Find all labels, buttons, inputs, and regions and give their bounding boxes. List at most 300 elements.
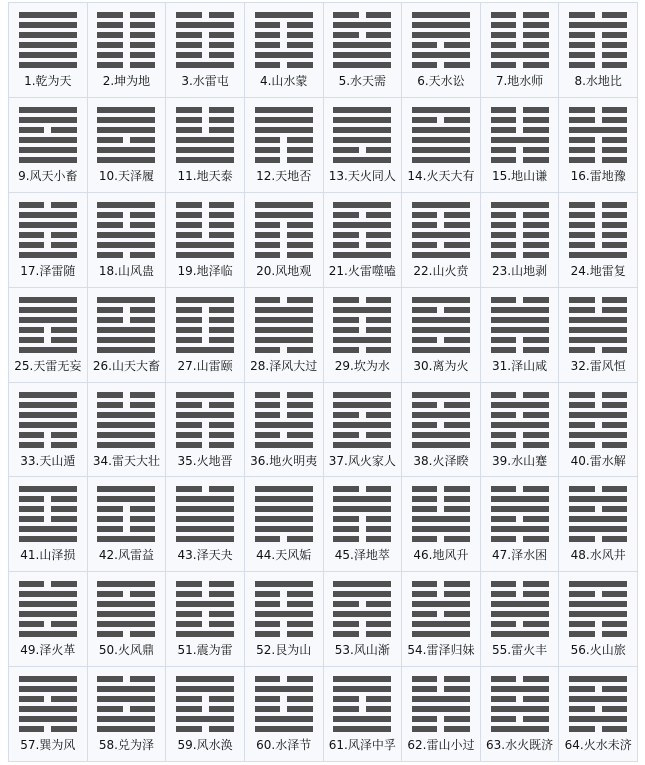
yang-line (97, 686, 155, 692)
line-segment (255, 62, 281, 68)
line-segment (176, 202, 202, 208)
hexagram-symbol (19, 297, 77, 353)
hexagram-label: 34.雷天大壮 (92, 453, 160, 468)
line-segment (412, 726, 438, 732)
line-segment (366, 432, 392, 438)
yang-line (176, 62, 234, 68)
line-segment (569, 526, 627, 532)
line-segment (569, 337, 627, 343)
yang-line (19, 157, 77, 163)
line-segment (255, 392, 281, 398)
yin-line (176, 422, 234, 428)
hexagram-label: 62.雷山小过 (407, 738, 475, 753)
line-segment (287, 392, 313, 398)
hexagram-label: 41.山泽损 (20, 548, 76, 563)
line-segment (97, 107, 155, 113)
hexagram-label: 5.水天需 (338, 74, 387, 88)
line-segment (569, 222, 595, 228)
line-segment (255, 611, 313, 617)
yin-line (97, 706, 155, 712)
line-segment (333, 442, 391, 448)
yang-line (569, 412, 627, 418)
line-segment (569, 157, 595, 163)
line-segment (97, 432, 155, 438)
line-segment (97, 327, 155, 333)
line-segment (19, 392, 77, 398)
line-segment (287, 402, 313, 408)
yang-line (491, 317, 549, 323)
line-segment (491, 137, 549, 143)
hexagram-cell (402, 572, 481, 667)
line-segment (491, 506, 549, 512)
line-segment (333, 716, 391, 722)
hexagram-cell (324, 288, 403, 383)
line-segment (97, 147, 155, 153)
yin-line (491, 392, 549, 398)
line-segment (287, 347, 313, 353)
yang-line (19, 252, 77, 258)
line-segment (366, 147, 392, 153)
yin-line (333, 12, 391, 18)
yang-line (176, 252, 234, 258)
hexagram-cell (481, 288, 560, 383)
hexagram-label: 46.地风升 (413, 548, 469, 563)
yang-line (491, 496, 549, 502)
line-segment (176, 611, 202, 617)
hexagram-label: 15.地山谦 (492, 168, 548, 183)
line-segment (176, 317, 202, 323)
line-segment (97, 242, 155, 248)
yang-line (569, 432, 627, 438)
yin-line (97, 317, 155, 323)
yang-line (491, 631, 549, 637)
line-segment (19, 506, 45, 512)
line-segment (97, 402, 123, 408)
line-segment (176, 307, 202, 313)
yin-line (97, 32, 155, 38)
yang-line (255, 581, 313, 587)
yang-line (19, 402, 77, 408)
line-segment (97, 62, 123, 68)
line-segment (333, 601, 359, 607)
yin-line (176, 117, 234, 123)
hexagram-label: 40.雷水解 (570, 453, 626, 468)
yang-line (491, 526, 549, 532)
line-segment (569, 347, 595, 353)
yang-line (97, 486, 155, 492)
yang-line (19, 212, 77, 218)
yin-line (569, 442, 627, 448)
line-segment (19, 591, 77, 597)
line-segment (176, 631, 234, 637)
hexagram-symbol (19, 676, 77, 732)
hexagram-cell (166, 572, 245, 667)
line-segment (255, 117, 313, 123)
yang-line (176, 676, 234, 682)
line-segment (176, 402, 202, 408)
yin-line (333, 601, 391, 607)
yang-line (569, 252, 627, 258)
yin-line (97, 402, 155, 408)
line-segment (569, 297, 595, 303)
line-segment (287, 631, 313, 637)
yin-line (412, 486, 470, 492)
yin-line (491, 337, 549, 343)
hexagram-label: 33.天山遁 (20, 453, 76, 468)
line-segment (602, 506, 628, 512)
hexagram-cell (166, 667, 245, 762)
yin-line (569, 536, 627, 542)
yang-line (255, 202, 313, 208)
line-segment (255, 496, 313, 502)
line-segment (176, 601, 234, 607)
yin-line (97, 137, 155, 143)
line-segment (491, 202, 549, 208)
line-segment (287, 297, 313, 303)
line-segment (333, 327, 359, 333)
line-segment (444, 581, 470, 587)
line-segment (209, 212, 235, 218)
line-segment (209, 442, 235, 448)
line-segment (19, 242, 45, 248)
line-segment (51, 516, 77, 522)
yin-line (333, 317, 391, 323)
line-segment (19, 307, 77, 313)
line-segment (444, 716, 470, 722)
line-segment (333, 611, 391, 617)
line-segment (255, 716, 313, 722)
line-segment (130, 137, 156, 143)
line-segment (412, 107, 470, 113)
yang-line (333, 222, 391, 228)
yin-line (176, 591, 234, 597)
line-segment (287, 147, 313, 153)
yang-line (19, 676, 77, 682)
line-segment (602, 107, 628, 113)
line-segment (97, 611, 155, 617)
line-segment (333, 676, 391, 682)
line-segment (333, 317, 359, 323)
line-segment (602, 307, 628, 313)
hexagram-label: 27.山雷颐 (177, 358, 233, 373)
hexagram-cell (9, 667, 88, 762)
yang-line (97, 327, 155, 333)
line-segment (523, 442, 549, 448)
line-segment (366, 516, 392, 522)
yang-line (19, 107, 77, 113)
line-segment (602, 347, 628, 353)
hexagram-label: 32.雷风恒 (570, 358, 626, 373)
line-segment (255, 327, 313, 333)
yang-line (412, 127, 470, 133)
line-segment (412, 611, 438, 617)
yin-line (176, 402, 234, 408)
yin-line (491, 696, 549, 702)
line-segment (412, 716, 438, 722)
yang-line (412, 32, 470, 38)
yin-line (333, 486, 391, 492)
yin-line (412, 506, 470, 512)
line-segment (491, 107, 517, 113)
line-segment (333, 402, 391, 408)
yin-line (491, 157, 549, 163)
hexagram-cell (245, 193, 324, 288)
line-segment (491, 117, 517, 123)
hexagram-cell (9, 288, 88, 383)
line-segment (97, 716, 155, 722)
line-segment (97, 536, 155, 542)
line-segment (287, 222, 313, 228)
yang-line (19, 222, 77, 228)
yin-line (333, 147, 391, 153)
line-segment (412, 347, 470, 353)
line-segment (569, 581, 627, 587)
yin-line (569, 157, 627, 163)
line-segment (569, 212, 595, 218)
line-segment (602, 442, 628, 448)
hexagram-label: 55.雷火丰 (492, 643, 548, 658)
line-segment (491, 402, 549, 408)
hexagram-label: 22.山火贲 (413, 263, 469, 278)
line-segment (97, 581, 155, 587)
line-segment (333, 62, 391, 68)
hexagram-symbol (176, 107, 234, 163)
line-segment (333, 337, 391, 343)
line-segment (51, 696, 77, 702)
line-segment (366, 232, 392, 238)
line-segment (19, 32, 77, 38)
line-segment (333, 12, 359, 18)
yin-line (569, 297, 627, 303)
line-segment (130, 526, 156, 532)
yang-line (97, 232, 155, 238)
hexagram-symbol (569, 486, 627, 542)
hexagram-cell (481, 193, 560, 288)
line-segment (602, 726, 628, 732)
line-segment (51, 242, 77, 248)
line-segment (19, 127, 45, 133)
hexagram-symbol (97, 297, 155, 353)
line-segment (19, 402, 77, 408)
yin-line (412, 536, 470, 542)
yang-line (412, 442, 470, 448)
line-segment (412, 62, 438, 68)
line-segment (176, 127, 202, 133)
yin-line (333, 412, 391, 418)
hexagram-symbol (255, 581, 313, 637)
line-segment (19, 347, 77, 353)
line-segment (255, 127, 313, 133)
line-segment (97, 422, 155, 428)
yin-line (255, 631, 313, 637)
line-segment (130, 22, 156, 28)
yang-line (176, 686, 234, 692)
line-segment (366, 631, 392, 637)
line-segment (130, 317, 156, 323)
yang-line (19, 716, 77, 722)
yin-line (491, 347, 549, 353)
line-segment (176, 62, 234, 68)
yin-line (412, 676, 470, 682)
line-segment (51, 581, 77, 587)
line-segment (19, 212, 77, 218)
yin-line (569, 42, 627, 48)
line-segment (176, 621, 202, 627)
hexagram-label: 7.地水师 (495, 74, 544, 88)
line-segment (444, 591, 470, 597)
yang-line (97, 432, 155, 438)
line-segment (412, 536, 438, 542)
line-segment (19, 601, 77, 607)
yang-line (19, 22, 77, 28)
hexagram-cell (402, 288, 481, 383)
line-segment (569, 62, 595, 68)
hexagram-label: 18.山风蛊 (98, 263, 154, 278)
line-segment (176, 591, 202, 597)
line-segment (19, 327, 45, 333)
line-segment (287, 706, 313, 712)
line-segment (569, 422, 595, 428)
hexagram-cell (481, 572, 560, 667)
line-segment (209, 32, 235, 38)
line-segment (209, 202, 235, 208)
line-segment (602, 62, 628, 68)
line-segment (523, 486, 549, 492)
yang-line (255, 442, 313, 448)
line-segment (569, 42, 595, 48)
hexagram-label: 35.火地晋 (177, 453, 233, 468)
line-segment (444, 496, 470, 502)
line-segment (523, 581, 549, 587)
line-segment (130, 506, 156, 512)
hexagram-cell (402, 383, 481, 478)
yin-line (333, 232, 391, 238)
line-segment (491, 432, 517, 438)
line-segment (412, 412, 470, 418)
yin-line (333, 242, 391, 248)
hexagram-label: 10.天泽履 (98, 168, 154, 183)
hexagram-symbol (333, 392, 391, 448)
yang-line (333, 442, 391, 448)
yang-line (569, 496, 627, 502)
hexagram-symbol (255, 107, 313, 163)
yang-line (255, 611, 313, 617)
hexagram-cell (324, 667, 403, 762)
line-segment (333, 696, 359, 702)
yin-line (333, 706, 391, 712)
yang-line (412, 202, 470, 208)
yin-line (255, 222, 313, 228)
line-segment (491, 496, 549, 502)
yin-line (569, 392, 627, 398)
line-segment (255, 686, 313, 692)
hexagram-label: 59.风水涣 (177, 738, 233, 753)
yang-line (412, 137, 470, 143)
line-segment (444, 222, 470, 228)
line-segment (412, 317, 470, 323)
line-segment (255, 242, 281, 248)
line-segment (412, 22, 470, 28)
hexagram-label: 14.火天大有 (407, 168, 475, 183)
line-segment (97, 526, 123, 532)
yin-line (176, 222, 234, 228)
line-segment (19, 486, 77, 492)
line-segment (209, 117, 235, 123)
yang-line (176, 506, 234, 512)
line-segment (569, 22, 627, 28)
hexagram-label: 4.山水蒙 (259, 74, 308, 88)
yang-line (491, 611, 549, 617)
line-segment (523, 621, 549, 627)
yang-line (255, 107, 313, 113)
hexagram-cell (166, 3, 245, 98)
line-segment (287, 621, 313, 627)
line-segment (209, 402, 235, 408)
line-segment (412, 581, 438, 587)
yin-line (569, 706, 627, 712)
yin-line (491, 22, 549, 28)
line-segment (130, 402, 156, 408)
yang-line (333, 127, 391, 133)
yin-line (569, 631, 627, 637)
yang-line (569, 317, 627, 323)
hexagram-label: 17.泽雷随 (20, 263, 76, 278)
yang-line (255, 52, 313, 58)
line-segment (19, 297, 77, 303)
yang-line (569, 601, 627, 607)
yin-line (255, 347, 313, 353)
yang-line (333, 726, 391, 732)
hexagram-label: 29.坎为水 (334, 358, 390, 373)
line-segment (491, 12, 517, 18)
yang-line (19, 147, 77, 153)
hexagram-label: 61.风泽中孚 (328, 738, 396, 753)
hexagram-cell (9, 477, 88, 572)
yang-line (255, 127, 313, 133)
yang-line (97, 621, 155, 627)
line-segment (412, 706, 470, 712)
line-segment (333, 32, 359, 38)
yang-line (19, 317, 77, 323)
line-segment (176, 52, 202, 58)
yang-line (333, 252, 391, 258)
hexagram-symbol (176, 676, 234, 732)
hexagram-symbol (569, 107, 627, 163)
yang-line (412, 516, 470, 522)
line-segment (209, 611, 235, 617)
yang-line (333, 402, 391, 408)
line-segment (333, 252, 391, 258)
line-segment (569, 232, 595, 238)
yin-line (333, 327, 391, 333)
hexagram-cell (245, 667, 324, 762)
yang-line (412, 432, 470, 438)
yin-line (412, 307, 470, 313)
line-segment (97, 212, 123, 218)
line-segment (97, 631, 123, 637)
yang-line (412, 696, 470, 702)
hexagram-label: 8.水地比 (574, 74, 622, 88)
hexagram-cell (88, 288, 167, 383)
yang-line (19, 347, 77, 353)
hexagram-symbol (97, 676, 155, 732)
line-segment (130, 516, 156, 522)
yang-line (491, 506, 549, 512)
yang-line (333, 686, 391, 692)
hexagram-symbol (255, 486, 313, 542)
yang-line (255, 496, 313, 502)
yin-line (255, 621, 313, 627)
